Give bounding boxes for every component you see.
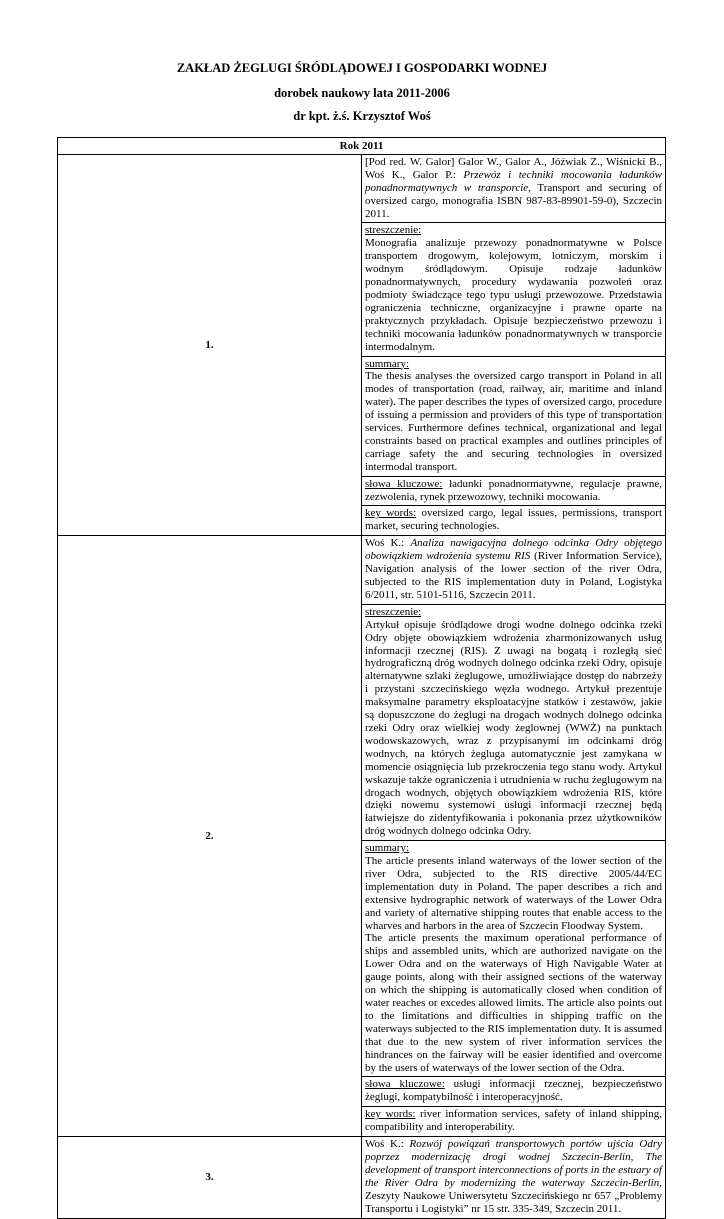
citation-title: Rozwój powiązań transportowych portów ujścia Odry poprzez modernizację drogi wodnej Szczecin-Berlin, The development of transport interconnections of ports in the estuary of the River Odra by modernizing the waterway Szczecin-Berlin (365, 1138, 662, 1189)
summary-text: The thesis analyses the oversized cargo transport in Poland in all modes of transportation (road, railway, air, maritime and inland water). The paper describes the types of oversized cargo, procedure of issuing a permission and providers of this type of transportation services. Furthermore defines technical, organizational and legal constraints based on practical examples and outlines principles of carriage safety the and securing technologies in oversized intermodal transport. (365, 370, 662, 473)
key-words-cell (362, 506, 666, 536)
entry-3-citation-row (58, 1137, 666, 1218)
streszczenie-text: Monografia analizuje przewozy ponadnormatywne w Polsce transportem drogowym, kolejowym, lotniczym, morskim i wodnym śródlądowym. Opisuje rodzaje ładunków ponadnormatywnych, procedury wydawania pozwoleń oraz podmioty świadczące tego typu usługi przewozowe. Przedstawia ograniczenia techniczne, organizacyjne i prawne oparte na praktycznych przykładach. Opisuje bezpieczeństwo przewozu i techniki mocowania ładunków ponadnormatywnych w transporcie intermodalnym. (365, 237, 662, 353)
citation-title: Przewóz i techniki mocowania ładunków ponadnormatywnych w transporcie (365, 168, 662, 194)
entry-number: 3. (58, 1137, 362, 1218)
streszczenie-text: Artykuł opisuje śródlądowe drogi wodne dolnego odcinka rzeki Odry objęte obowiązkiem wdrożenia zharmonizowanych usług informacji rzecznej (RIS). Z uwagi na bogatą i rozległą sieć hydrograficzną dróg wodnych dolnego odcinka rzeki Odry, opisuje alternatywne szlaki żeglugowe, umożliwiające dostęp do nabrzeży i przystani szczecińskiego węzła wodnego. Artykuł prezentuje maksymalne parametry eksploatacyjne statków i zestawów, jakie są dopuszczone do żeglugi na drogach wodnych dolnego odcinka rzeki Odry oraz wielkiej wody żeglownej (WWŻ) na punktach wodowskazowych, wraz z przypisanymi im odcinkami dróg wodnych, na których żegluga automatycznie jest zamykana w momencie osiągnięcia lub przekroczenia tego stanu wody. Artykuł wskazuje także ograniczenia i utrudnienia w ruchu żeglugowym na drogach wodnych, objętych obowiązkiem wdrożenia RIS, które dzięki nowemu systemowi usługi informacji rzecznej będą łatwiejsze do zidentyfikowania i pokonania przez użytkowników dróg wodnych dolnego odcinka Odry. (365, 618, 662, 838)
year-heading: Rok 2011 (58, 138, 666, 155)
slowa-kluczowe-cell (362, 1077, 666, 1107)
slowa-kluczowe-text: usługi informacji rzecznej, bezpieczeństwo żeglugi, kompatybilność i interoperacyjność. (365, 1078, 662, 1104)
citation-authors: Woś K.: (365, 1138, 410, 1151)
year-row (58, 138, 666, 155)
key-words-text: river information services, safety of inland shipping, compatibility and interoperability. (365, 1108, 662, 1134)
citation-authors: [Pod red. W. Galor] Galor W., Galor A., Jóźwiak Z., Wiśnicki B., Woś K., Galor P.: (365, 155, 662, 181)
summary-text: The article presents inland waterways of the lower section of the river Odra, subjected to the RIS directive 2005/44/EC implementation duty in Poland. The paper describes a rich and extensive hydrographic network of waterways of the Lower Odra and variety of alternative shipping routes that enable access to the wharves and harbors in the area of Szczecin Floodway System. (365, 855, 662, 932)
streszczenie-label: streszczenie: (365, 605, 422, 618)
summary-cell (362, 841, 666, 1077)
slowa-kluczowe-cell (362, 476, 666, 506)
entry-number: 2. (58, 536, 362, 1137)
streszczenie-cell (362, 604, 666, 840)
summary-text-continued: The article presents the maximum operational performance of ships and assembled units, which are authorized navigate on the Lower Odra and on the waterways of High Navigable Water at gauge points, along with their assigned sections of the waterway on which the shipping is automatically closed when condition of water reaches or excedes allowed limits. The article also points out to the limitations and difficulties in shipping traffic on the waterways subjected to the RIS implementation duty. It is assumed that due to the new system of river information services the hindrances on the fairway will be easier identified and overcome by the users of waterways of the lower section of the Odra. (365, 932, 662, 1074)
key-words-label: key words: (365, 1108, 416, 1121)
streszczenie-cell (362, 223, 666, 356)
citation-details: , Transport and securing of oversized cargo, monografia ISBN 987-83-89901-59-0), Szczecin 2011. (365, 181, 662, 220)
citation (362, 536, 666, 605)
key-words-text: oversized cargo, legal issues, permissions, transport market, securing technologies. (365, 507, 662, 533)
entry-1-citation-row (58, 154, 666, 223)
slowa-kluczowe-text: ładunki ponadnormatywne, regulacje prawne, zezwolenia, rynek przewozowy, techniki mocowania. (365, 477, 662, 503)
document-subtitle: dorobek naukowy lata 2011-2006 (274, 86, 450, 100)
citation-details: , Zeszyty Naukowe Uniwersytetu Szczecińskiego nr 657 „Problemy Transportu i Logistyki” nr 15 str. 335-349, Szczecin 2011. (365, 1176, 662, 1215)
entry-2-citation-row (58, 536, 666, 605)
citation (362, 154, 666, 223)
slowa-kluczowe-label: słowa kluczowe: (365, 1078, 445, 1091)
citation (362, 1137, 666, 1218)
publications-table (57, 137, 666, 1219)
citation-title: Analiza nawigacyjna dolnego odcinka Odry objętego obowiązkiem wdrożenia systemu RIS (365, 537, 662, 563)
summary-cell (362, 356, 666, 476)
citation-authors: Woś K.: (365, 537, 411, 550)
key-words-label: key words: (365, 507, 417, 520)
citation-details: (River Information Service), Navigation analysis of the lower section of the river Odra, subjected to the RIS implementation duty in Poland, Logistyka 6/2011, str. 5101-5116, Szczecin 2011. (365, 550, 662, 601)
slowa-kluczowe-label: słowa kluczowe: (365, 477, 443, 490)
summary-label: summary: (365, 357, 409, 370)
entry-number: 1. (58, 154, 362, 535)
summary-label: summary: (365, 842, 409, 855)
streszczenie-label: streszczenie: (365, 224, 422, 237)
key-words-cell (362, 1107, 666, 1137)
document-title: ZAKŁAD ŻEGLUGI ŚRÓDLĄDOWEJ I GOSPODARKI WODNEJ (176, 61, 548, 75)
document-author: dr kpt. ż.ś. Krzysztof Woś (293, 109, 431, 123)
